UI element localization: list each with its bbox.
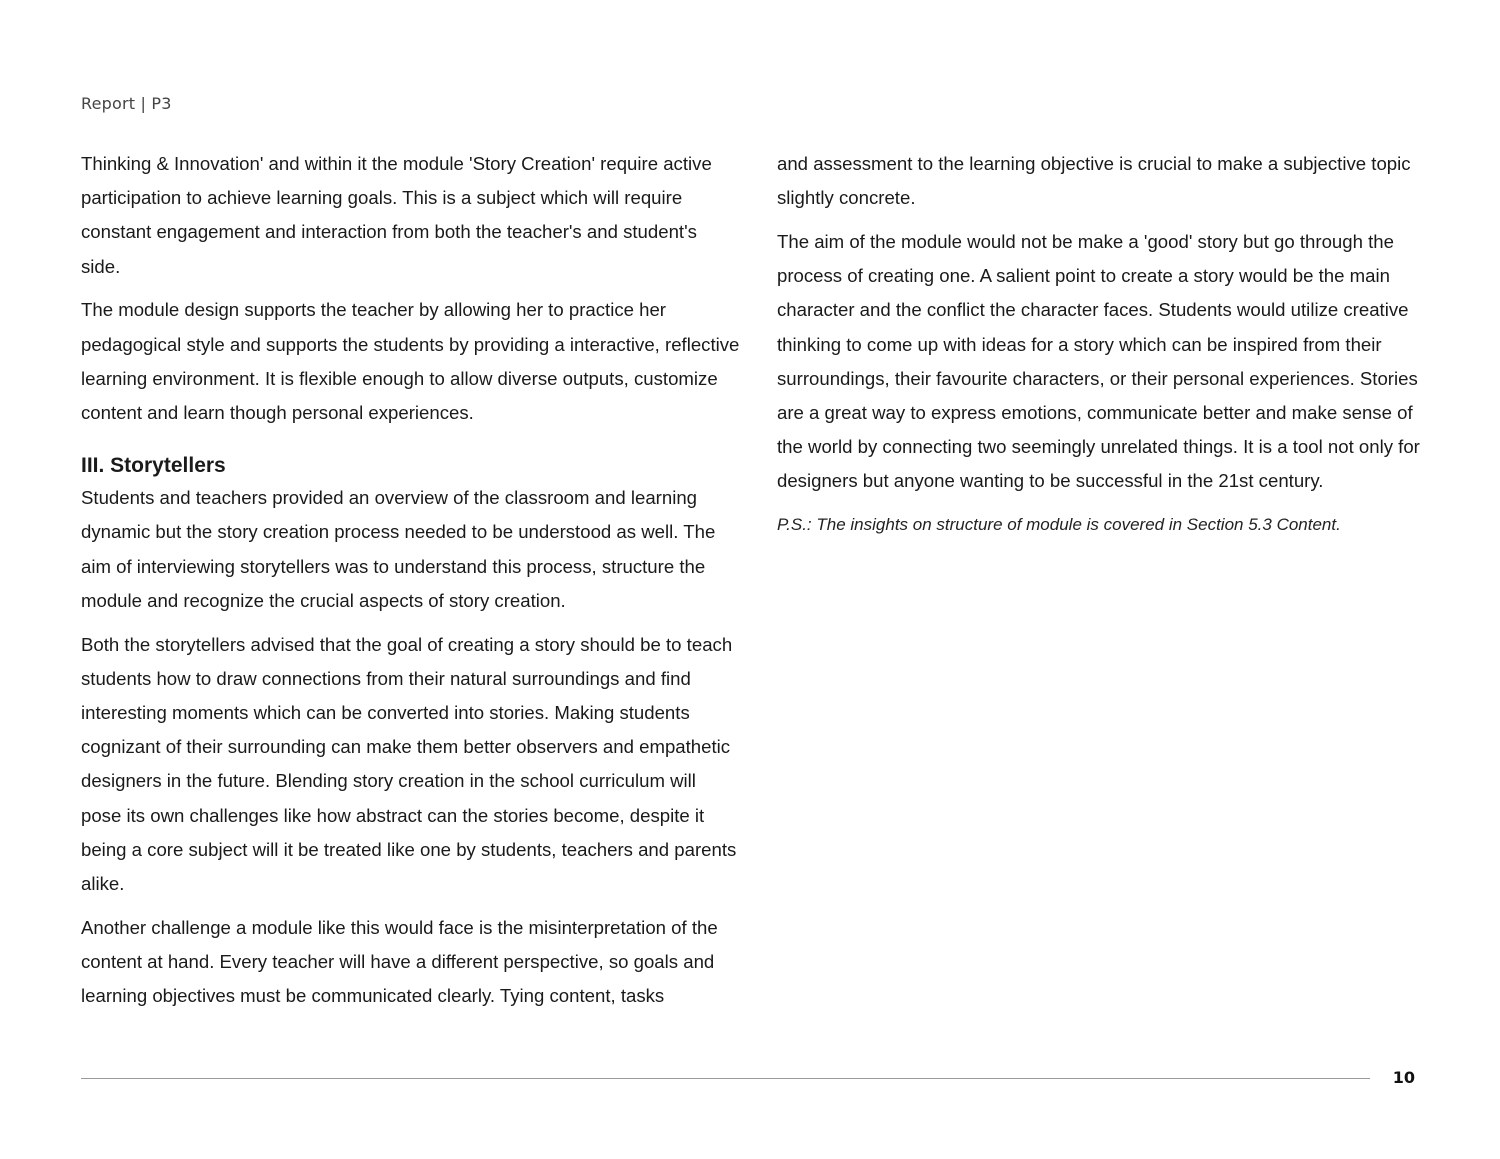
body-paragraph: Students and teachers provided an overview of the classroom and learning dynamic but the story creation process needed to be understood as well. The aim of interviewing storytellers was to understand this process, structure the module and recognize the crucial aspects of story creation. xyxy=(81,487,716,611)
body-paragraph: and assessment to the learning objective is crucial to make a subjective topic slightly concrete. xyxy=(777,153,1411,209)
body-paragraph: Thinking & Innovation' and within it the module 'Story Creation' require active participation to achieve learning goals. This is a subject which will require constant engagement and interaction from both the teacher's and student's side. xyxy=(81,153,712,277)
body-paragraph: Another challenge a module like this would face is the misinterpretation of the content at hand. Every teacher will have a different perspective, so goals and learning objectives must be communicated clearly. Tying content, tasks xyxy=(81,916,718,1007)
body-paragraph: The module design supports the teacher by allowing her to practice her pedagogical style and supports the students by providing a interactive, reflective learning environment. It is flexible enough to allow diverse outputs, customize content and learn though personal experiences. xyxy=(81,299,740,424)
page-number: 10 xyxy=(1392,1068,1415,1087)
left-column xyxy=(81,147,741,1023)
ps-note: P.S.: The insights on structure of module is covered in Section 5.3 Content. xyxy=(777,515,1341,535)
body-paragraph: Both the storytellers advised that the goal of creating a story should be to teach students how to draw connections from their natural surroundings and find interesting moments which can be converted into stories. Making students cognizant of their surrounding can make them better observers and empathetic designers in the future. Blending story creation in the school curriculum will pose its own challenges like how abstract can the stories become, despite it being a core subject will it be treated like one by students, teachers and parents alike. xyxy=(81,633,737,895)
section-heading: III. Storytellers xyxy=(81,454,226,478)
footer-divider xyxy=(81,1078,1370,1079)
running-header: Report | P3 xyxy=(81,94,172,113)
body-paragraph: The aim of the module would not be make a 'good' story but go through the process of creating one. A salient point to create a story would be the main character and the conflict the character faces. Students would utilize creative thinking to come up with ideas for a story which can be inspired from their surroundings, their favourite characters, or their personal experiences. Stories are a great way to express emotions, communicate better and make sense of the world by connecting two seemingly unrelated things. It is a tool not only for designers but anyone wanting to be successful in the 21st century. xyxy=(777,231,1420,492)
right-column xyxy=(777,147,1437,552)
